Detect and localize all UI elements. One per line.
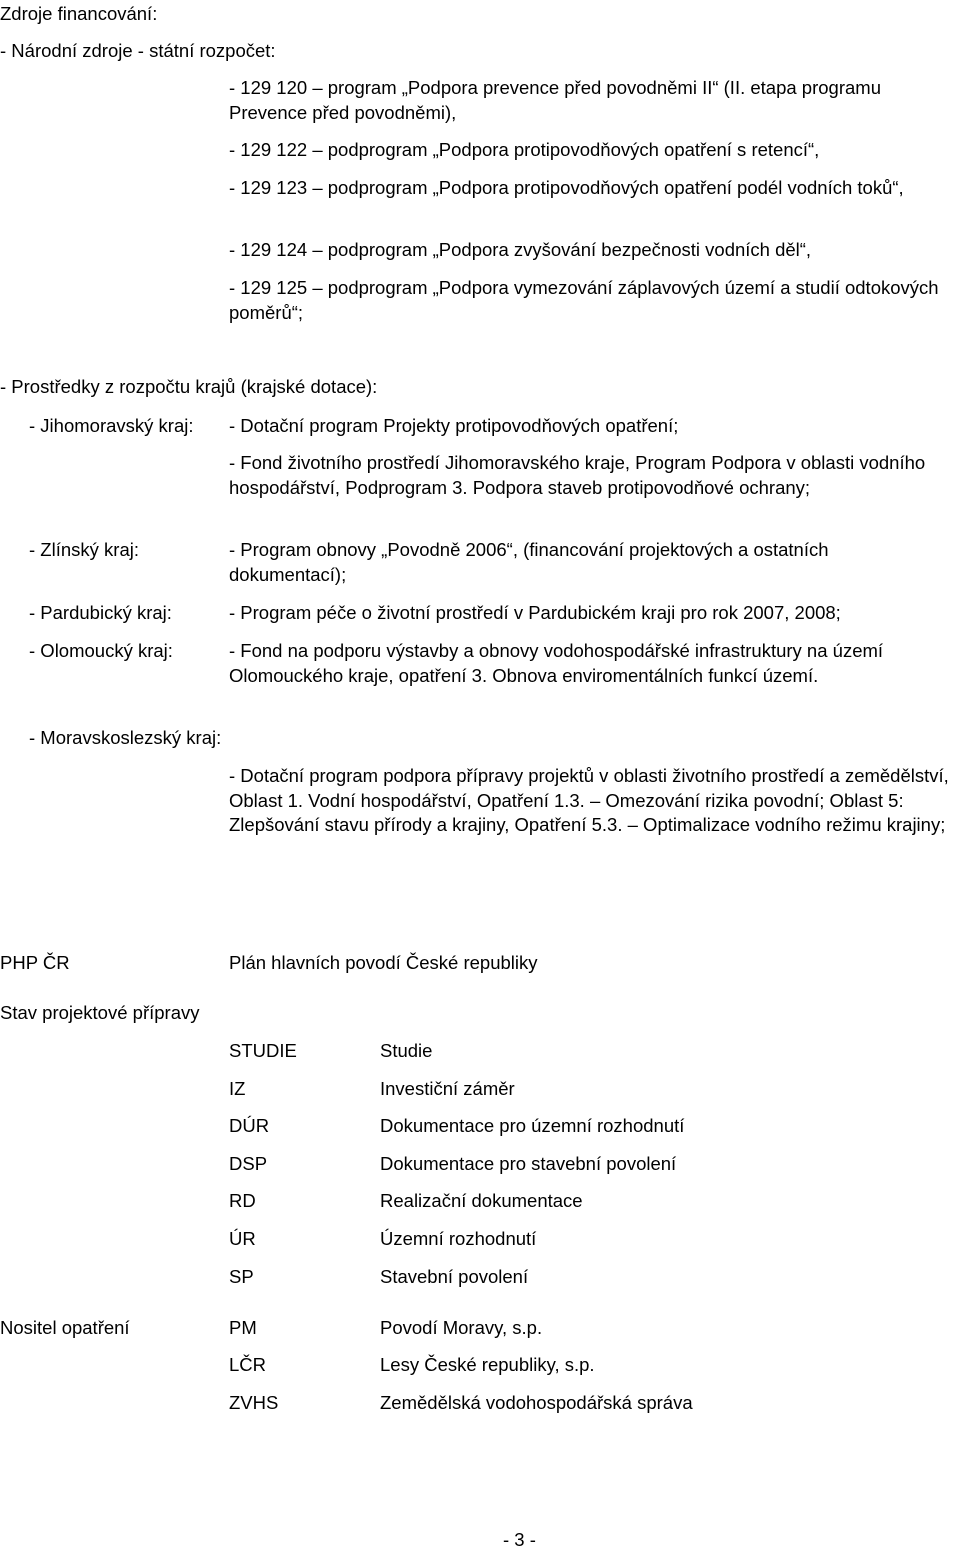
nositel-abbr: LČR [229, 1354, 267, 1375]
region-item: - Program obnovy „Povodně 2006“, (financování projektových a ostatních dokumentací); [229, 539, 829, 585]
national-item: - 129 122 – podprogram „Podpora protipovodňových opatření s retencí“, [229, 139, 820, 160]
national-heading: - Národní zdroje - státní rozpočet: [0, 40, 276, 61]
region-item: - Dotační program Projekty protipovodňových opatření; [229, 415, 679, 436]
stav-full: Investiční záměr [380, 1078, 515, 1099]
stav-full: Realizační dokumentace [380, 1190, 583, 1211]
national-item: - 129 123 – podprogram „Podpora protipovodňových opatření podél vodních toků“, [229, 177, 904, 198]
region-name-pardubicky: - Pardubický kraj: [29, 602, 172, 623]
stav-full: Dokumentace pro stavební povolení [380, 1153, 677, 1174]
region-name-zlinsky: - Zlínský kraj: [29, 539, 139, 560]
stav-full: Dokumentace pro územní rozhodnutí [380, 1115, 685, 1136]
region-item: - Program péče o životní prostředí v Pardubickém kraji pro rok 2007, 2008; [229, 602, 841, 623]
page-number: - 3 - [503, 1529, 536, 1550]
stav-full: Územní rozhodnutí [380, 1228, 537, 1249]
stav-abbr: RD [229, 1190, 256, 1211]
funding-heading: Zdroje financování: [0, 3, 158, 24]
nositel-heading: Nositel opatření [0, 1317, 130, 1338]
glossary-php-abbr: PHP ČR [0, 952, 70, 973]
nositel-full: Zemědělská vodohospodářská správa [380, 1392, 693, 1413]
glossary-php-full: Plán hlavních povodí České republiky [229, 952, 538, 973]
stav-heading: Stav projektové přípravy [0, 1002, 200, 1023]
region-name-olomoucky: - Olomoucký kraj: [29, 640, 173, 661]
region-item: - Fond životního prostředí Jihomoravského kraje, Program Podpora v oblasti vodního hospodářství, Podprogram 3. Podpora staveb protipovodňové ochrany; [229, 452, 926, 498]
region-item: - Fond na podporu výstavby a obnovy vodohospodářské infrastruktury na území Olomouckého kraje, opatření 3. Obnova enviromentálních funkcí území. [229, 640, 884, 686]
national-item: - 129 120 – program „Podpora prevence před povodněmi II“ (II. etapa programu Prevence před povodněmi), [229, 77, 881, 123]
stav-abbr: ÚR [229, 1228, 256, 1249]
stav-abbr: IZ [229, 1078, 246, 1099]
nositel-abbr: ZVHS [229, 1392, 279, 1413]
region-name-moravskoslezsky: - Moravskoslezský kraj: [29, 727, 222, 748]
stav-abbr: STUDIE [229, 1040, 297, 1061]
national-item: - 129 124 – podprogram „Podpora zvyšování bezpečnosti vodních děl“, [229, 239, 812, 260]
stav-abbr: DÚR [229, 1115, 270, 1136]
stav-abbr: SP [229, 1266, 254, 1287]
regional-heading: - Prostředky z rozpočtu krajů (krajské dotace): [0, 376, 378, 397]
stav-full: Stavební povolení [380, 1266, 529, 1287]
nositel-full: Povodí Moravy, s.p. [380, 1317, 543, 1338]
region-name-jihomoravsky: - Jihomoravský kraj: [29, 415, 194, 436]
region-item: - Dotační program podpora přípravy projektů v oblasti životního prostředí a zemědělství, Oblast 1. Vodní hospodářství, Opatření 1.3. – Omezování rizika povodní; Oblast 5: Zlepšování stavu přírody a krajiny, Opatření 5.3. – Optimalizace vodního režimu krajiny; [229, 765, 949, 835]
nositel-abbr: PM [229, 1317, 257, 1338]
nositel-full: Lesy České republiky, s.p. [380, 1354, 595, 1375]
stav-abbr: DSP [229, 1153, 268, 1174]
stav-full: Studie [380, 1040, 433, 1061]
national-item: - 129 125 – podprogram „Podpora vymezování záplavových území a studií odtokových poměrů“; [229, 277, 939, 323]
